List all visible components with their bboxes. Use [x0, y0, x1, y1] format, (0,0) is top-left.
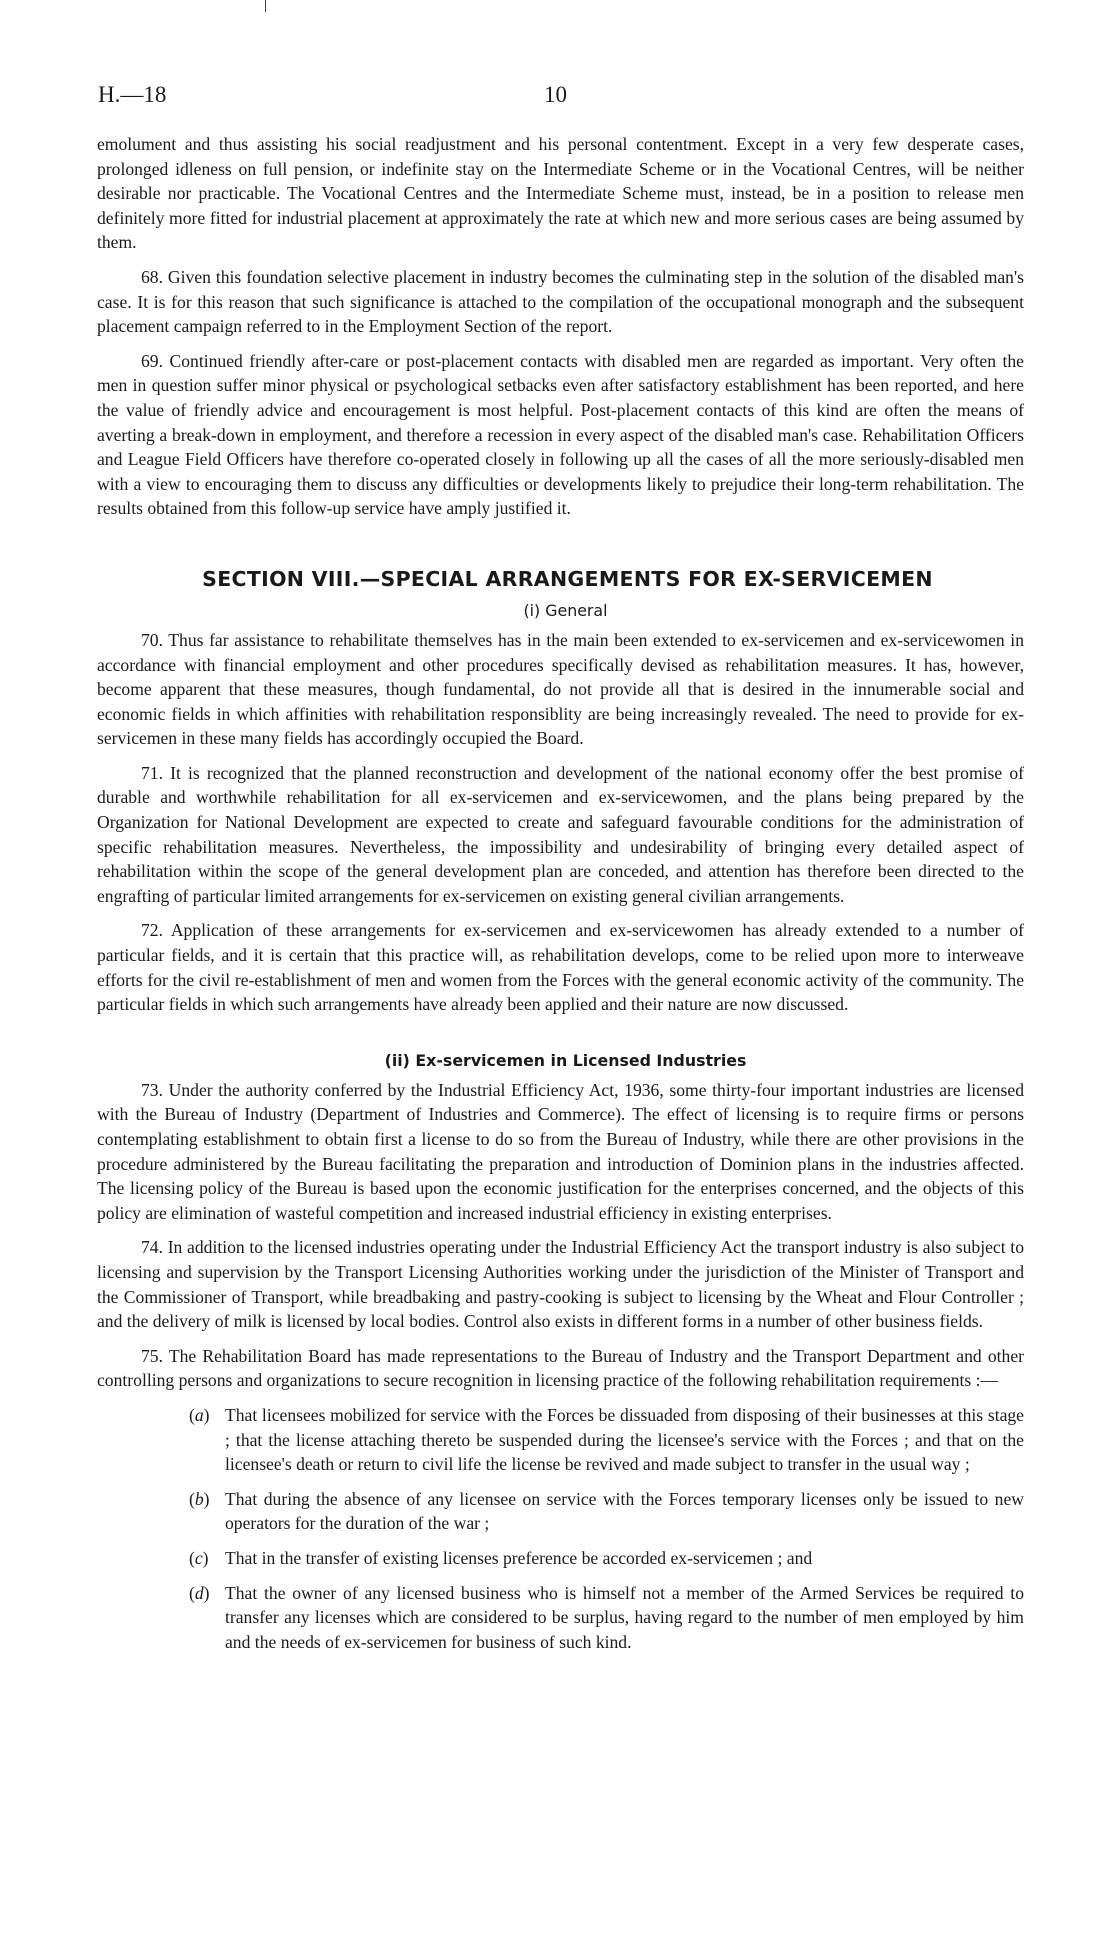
- list-item: [97, 1403, 1024, 1477]
- paragraph-72: 72. Application of these arrangements for ex-servicemen and ex-servicewomen has already extended to a number of particular fields, and it is certain that this practice will, as rehabilitation develops, come to be relied upon more to interweave efforts for the civil re-establishment of men and women from the Forces with the general economic activity of the community. The particular fields in which such arrangements have already been applied and their nature are now discussed.: [97, 920, 1024, 1015]
- scan-mark: [265, 0, 266, 12]
- list-item-label: (d): [189, 1582, 210, 1603]
- list-item: [97, 1581, 1024, 1655]
- paragraph-74: 74. In addition to the licensed industries operating under the Industrial Efficiency Act the transport industry is also subject to licensing and supervision by the Transport Licensing Authorities working under the jurisdiction of the Minister of Transport and the Commissioner of Transport, while breadbaking and pastry-cooking is subject to licensing by the Wheat and Flour Controller ; and the delivery of milk is licensed by local bodies. Control also exists in different forms in a number of other business fields.: [97, 1237, 1024, 1332]
- paragraph-73: 73. Under the authority conferred by the Industrial Efficiency Act, 1936, some thirty-four important industries are licensed with the Bureau of Industry (Department of Industries and Commerce). The effect of licensing is to require firms or persons contemplating establishment to obtain first a license to do so from the Bureau of Industry, while there are other provisions in the procedure administered by the Bureau facilitating the preparation and introduction of Dominion plans in the industries affected. The licensing policy of the Bureau is based upon the economic justification for the enterprises concerned, and the objects of this policy are elimination of wasteful competition and increased industrial efficiency in existing enterprises.: [97, 1079, 1024, 1223]
- document-code: H.—18: [98, 82, 167, 107]
- list-item-text: That in the transfer of existing licenses preference be accorded ex-servicemen ; and: [225, 1547, 813, 1568]
- paragraph-69: 69. Continued friendly after-care or post-placement contacts with disabled men are regarded as important. Very often the men in question suffer minor physical or psychological setbacks even after satisfactory establishment has been reported, and here the value of friendly advice and encouragement is most helpful. Post-placement contacts of this kind are often the means of averting a break-down in employment, and therefore a recession in every aspect of the disabled man's case. Rehabilitation Officers and League Field Officers have therefore co-operated closely in following up all the cases of all the more seriously-disabled men with a view to encouraging them to discuss any difficulties or developments likely to prejudice their long-term rehabilitation. The results obtained from this follow-up service have amply justified it.: [97, 350, 1024, 519]
- paragraph-continuation: emolument and thus assisting his social readjustment and his personal contentment. Except in a very few desperate cases, prolonged idleness on full pension, or indefinite stay on the Intermediate Scheme or in the Vocational Centres, will be neither desirable nor practicable. The Vocational Centres and the Intermediate Scheme must, instead, be in a position to release men definitely more fitted for industrial placement at approximately the rate at which new and more serious cases are being assumed by them.: [97, 134, 1024, 253]
- paragraph-68: 68. Given this foundation selective placement in industry becomes the culminating step in the solution of the disabled man's case. It is for this reason that such significance is attached to the compilation of the occupational monograph and the subsequent placement campaign referred to in the Employment Section of the report.: [97, 266, 1024, 337]
- requirements-list: [97, 1403, 1024, 1654]
- subsection-heading-licensed-industries: (ii) Ex-servicemen in Licensed Industries: [384, 1050, 747, 1070]
- section-title: SECTION VIII.—SPECIAL ARRANGEMENTS FOR EX-SERVICEMEN: [202, 566, 933, 591]
- paragraph-70: 70. Thus far assistance to rehabilitate themselves has in the main been extended to ex-servicemen and ex-servicewomen in accordance with financial employment and other procedures specifically devised as rehabilitation measures. It has, however, become apparent that these measures, though fundamental, do not provide all that is desired in the innumerable social and economic fields in which affinities with rehabilitation responsiblity are being increasingly revealed. The need to provide for ex-servicemen in these many fields has accordingly occupied the Board.: [97, 629, 1024, 749]
- list-item-text: That the owner of any licensed business who is himself not a member of the Armed Services be required to transfer any licenses which are considered to be surplus, having regard to the number of men employed by him and the needs of ex-servicemen for business of such kind.: [225, 1582, 1024, 1652]
- list-item-label: (a): [189, 1404, 210, 1425]
- page-number: 10: [544, 82, 567, 107]
- paragraph-71: 71. It is recognized that the planned reconstruction and development of the national economy offer the best promise of durable and worthwhile rehabilitation for all ex-servicemen and ex-servicewomen, and the plans being prepared by the Organization for National Development are expected to create and safeguard favourable conditions for the administration of specific rehabilitation measures. Nevertheless, the impossibility and undesirability of bringing every detailed aspect of rehabilitation within the scope of the general development plan are conceded, and attention has therefore been directed to the engrafting of particular limited arrangements for ex-servicemen on existing general civilian arrangements.: [97, 762, 1024, 906]
- subsection-heading-general: (i) General: [523, 600, 608, 620]
- list-item-text: That licensees mobilized for service with the Forces be dissuaded from disposing of their businesses at this stage ; that the license attaching thereto be suspended during the licensee's service with the Forces ; and that on the licensee's death or return to civil life the license be revived and made subject to transfer in the usual way ;: [225, 1404, 1024, 1475]
- paragraph-75: 75. The Rehabilitation Board has made representations to the Bureau of Industry and the Transport Department and other controlling persons and organizations to secure recognition in licensing practice of the following rehabilitation requirements :—: [97, 1345, 1024, 1391]
- list-item: [97, 1546, 1024, 1571]
- list-item-label: (c): [189, 1547, 209, 1568]
- list-item: [97, 1487, 1024, 1536]
- list-item-text: That during the absence of any licensee on service with the Forces temporary licenses only be issued to new operators for the duration of the war ;: [225, 1488, 1024, 1534]
- document-body: [97, 132, 1024, 1664]
- list-item-label: (b): [189, 1488, 210, 1509]
